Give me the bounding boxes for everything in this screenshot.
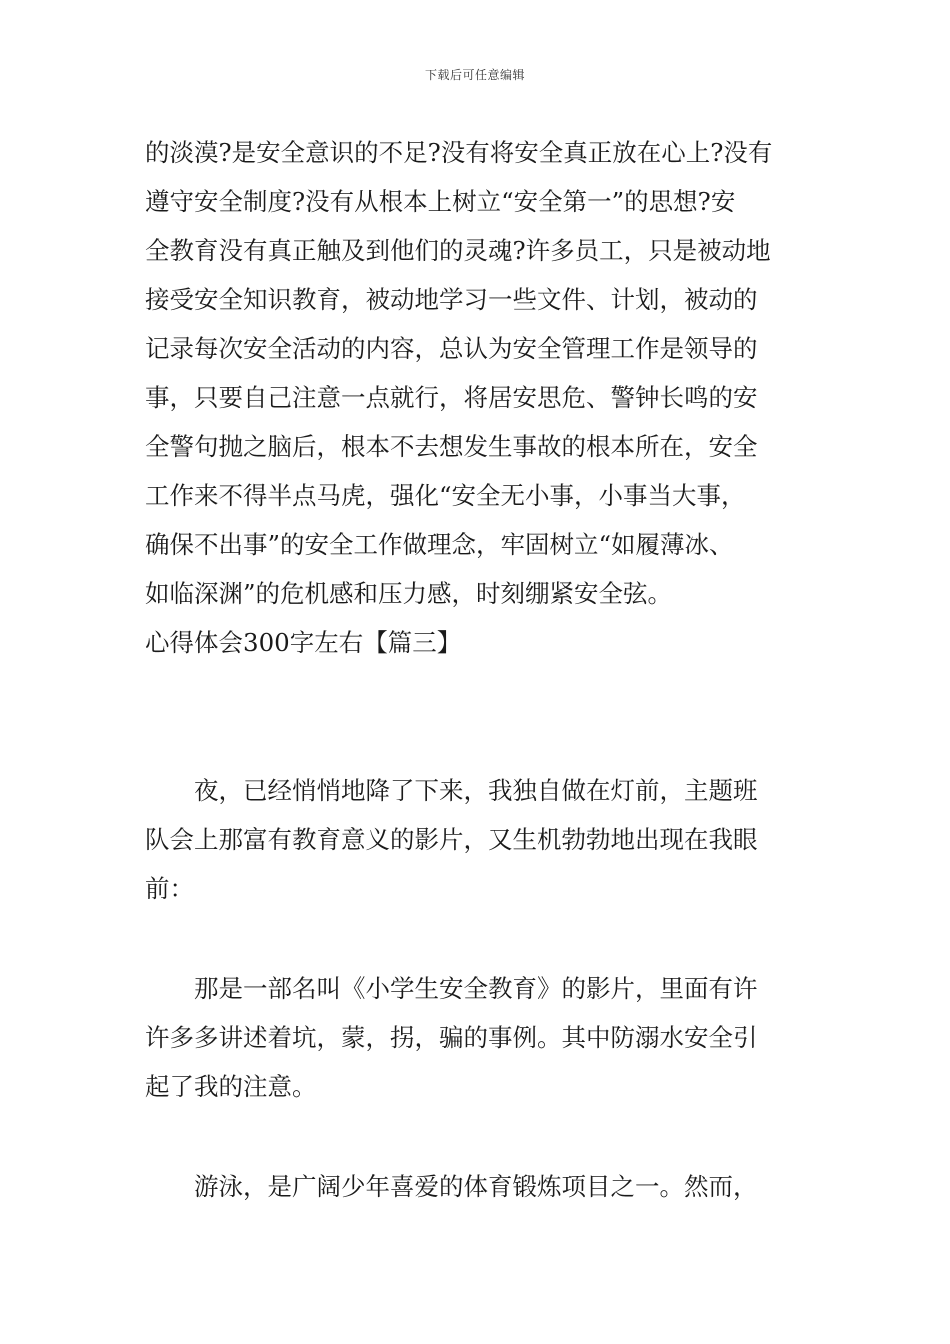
text-line: 记录每次安全活动的内容，总认为安全管理工作是领导的 — [145, 334, 758, 363]
text-line: 事，只要自己注意一点就行，将居安思危、警钟长鸣的安 — [145, 383, 758, 412]
section-title: 心得体会300字左右【篇三】 — [145, 628, 462, 657]
text-line: 前： — [145, 874, 194, 903]
text-line: 接受安全知识教育，被动地学习一些文件、计划，被动的 — [145, 285, 758, 314]
text-line: 的淡漠?是安全意识的不足?没有将安全真正放在心上?没有 — [145, 138, 773, 167]
text-line: 起了我的注意。 — [145, 1072, 317, 1101]
spacer — [145, 667, 807, 766]
paragraph-2 — [145, 766, 807, 913]
text-line: 游泳，是广阔少年喜爱的体育锻炼项目之一。然而， — [145, 1172, 758, 1201]
text-line: 那是一部名叫《小学生安全教育》的影片，里面有许 — [145, 974, 758, 1003]
spacer — [145, 913, 807, 964]
text-line: 如临深渊”的危机感和压力感，时刻绷紧安全弦。 — [145, 579, 673, 608]
paragraph-4 — [145, 1162, 807, 1211]
paragraph-3 — [145, 964, 807, 1111]
text-line: 夜，已经悄悄地降了下来，我独自做在灯前，主题班 — [145, 776, 758, 805]
text-line: 确保不出事”的安全工作做理念，牢固树立“如履薄冰、 — [145, 530, 734, 559]
text-line: 全教育没有真正触及到他们的灵魂?许多员工，只是被动地 — [145, 236, 771, 265]
paragraph-1 — [145, 128, 807, 618]
text-line: 遵守安全制度?没有从根本上树立“安全第一”的思想?安 — [145, 187, 736, 216]
text-line: 队会上那富有教育意义的影片，又生机勃勃地出现在我眼 — [145, 825, 758, 854]
text-line: 工作来不得半点马虎，强化“安全无小事，小事当大事， — [145, 481, 746, 510]
spacer — [145, 1111, 807, 1162]
page-header: 下载后可任意编辑 — [424, 68, 525, 82]
text-line: 全警句抛之脑后，根本不去想发生事故的根本所在，安全 — [145, 432, 758, 461]
text-line: 许多多讲述着坑，蒙，拐，骗的事例。其中防溺水安全引 — [145, 1023, 758, 1052]
document-body — [145, 128, 807, 1211]
